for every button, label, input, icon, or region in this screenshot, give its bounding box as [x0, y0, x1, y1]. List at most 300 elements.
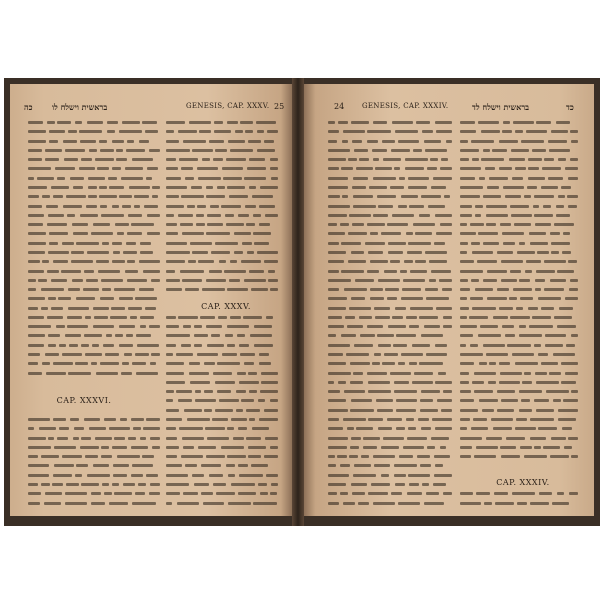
text-line	[460, 202, 578, 211]
word-mark	[226, 464, 235, 467]
word-mark	[116, 149, 123, 152]
word-mark	[251, 464, 268, 467]
word-mark	[166, 381, 185, 384]
word-mark	[549, 149, 570, 152]
word-mark	[553, 399, 561, 402]
word-mark	[392, 214, 415, 217]
word-mark	[388, 251, 403, 254]
text-line	[460, 155, 578, 164]
word-mark	[110, 316, 127, 319]
word-mark	[394, 474, 406, 477]
word-mark	[117, 455, 140, 458]
word-mark	[93, 325, 114, 328]
right-aramaic-column	[328, 118, 452, 508]
right-chapter-heading-xxxiv: CAP. XXXIV.	[496, 478, 550, 487]
word-mark	[242, 242, 252, 245]
word-mark	[354, 149, 368, 152]
word-mark	[396, 427, 404, 430]
word-mark	[401, 297, 422, 300]
text-line	[166, 396, 278, 405]
word-mark	[28, 270, 44, 273]
word-mark	[486, 437, 502, 440]
word-mark	[127, 279, 147, 282]
word-mark	[166, 279, 180, 282]
word-mark	[86, 205, 97, 208]
word-mark	[436, 232, 452, 235]
word-mark	[85, 455, 98, 458]
word-mark	[54, 446, 76, 449]
word-mark	[45, 353, 59, 356]
word-mark	[84, 418, 100, 421]
word-mark	[241, 399, 254, 402]
word-mark	[499, 381, 519, 384]
word-mark	[344, 390, 365, 393]
word-mark	[556, 214, 570, 217]
word-mark	[72, 279, 83, 282]
word-mark	[215, 409, 233, 412]
word-mark	[214, 130, 231, 133]
word-mark	[238, 492, 256, 495]
word-mark	[152, 195, 158, 198]
word-mark	[475, 205, 483, 208]
word-mark	[342, 195, 348, 198]
text-line	[166, 174, 278, 183]
word-mark	[102, 288, 110, 291]
text-line	[328, 304, 452, 313]
word-mark	[166, 344, 176, 347]
word-mark	[328, 344, 350, 347]
word-mark	[328, 437, 348, 440]
word-mark	[536, 381, 559, 384]
word-mark	[460, 260, 474, 263]
word-mark	[84, 270, 94, 273]
word-mark	[95, 437, 112, 440]
word-mark	[248, 140, 261, 143]
word-mark	[501, 455, 520, 458]
word-mark	[166, 316, 176, 319]
word-mark	[359, 158, 369, 161]
word-mark	[367, 130, 391, 133]
word-mark	[166, 186, 187, 189]
word-mark	[150, 483, 160, 486]
word-mark	[166, 260, 185, 263]
word-mark	[140, 242, 151, 245]
word-mark	[28, 288, 36, 291]
word-mark	[460, 251, 467, 254]
word-mark	[238, 214, 249, 217]
word-mark	[426, 492, 439, 495]
text-line	[460, 257, 578, 266]
word-mark	[28, 437, 46, 440]
word-mark	[460, 270, 483, 273]
word-mark	[368, 390, 391, 393]
word-mark	[460, 437, 482, 440]
word-mark	[544, 260, 566, 263]
word-mark	[421, 334, 443, 337]
text-line	[166, 471, 278, 480]
word-mark	[544, 158, 553, 161]
word-mark	[166, 232, 178, 235]
word-mark	[506, 437, 525, 440]
word-mark	[460, 177, 475, 180]
word-mark	[257, 130, 265, 133]
word-mark	[428, 205, 445, 208]
word-mark	[119, 130, 142, 133]
word-mark	[228, 502, 251, 505]
text-line	[28, 331, 160, 340]
word-mark	[91, 362, 97, 365]
text-line	[166, 387, 278, 396]
word-mark	[99, 195, 116, 198]
word-mark	[520, 297, 533, 300]
word-mark	[188, 260, 196, 263]
word-mark	[149, 149, 160, 152]
word-mark	[501, 279, 517, 282]
word-mark	[373, 121, 388, 124]
word-mark	[520, 446, 532, 449]
word-mark	[351, 121, 369, 124]
word-mark	[202, 158, 210, 161]
word-mark	[521, 140, 544, 143]
word-mark	[568, 205, 577, 208]
word-mark	[471, 140, 495, 143]
text-line	[328, 471, 452, 480]
word-mark	[150, 437, 160, 440]
word-mark	[483, 149, 490, 152]
text-line	[166, 434, 278, 443]
word-mark	[206, 455, 225, 458]
right-hebrew-column	[460, 118, 578, 508]
word-mark	[194, 483, 209, 486]
text-line	[166, 499, 278, 508]
word-mark	[73, 437, 79, 440]
word-mark	[530, 437, 547, 440]
word-mark	[96, 372, 119, 375]
word-mark	[472, 381, 484, 384]
word-mark	[512, 177, 523, 180]
word-mark	[551, 130, 568, 133]
word-mark	[349, 307, 371, 310]
word-mark	[328, 140, 337, 143]
word-mark	[515, 427, 535, 430]
text-line	[460, 211, 578, 220]
word-mark	[28, 372, 42, 375]
word-mark	[226, 223, 245, 226]
word-mark	[112, 167, 122, 170]
word-mark	[483, 242, 499, 245]
word-mark	[472, 251, 493, 254]
word-mark	[349, 214, 371, 217]
word-mark	[249, 186, 257, 189]
word-mark	[79, 130, 102, 133]
word-mark	[181, 344, 191, 347]
word-mark	[122, 362, 129, 365]
word-mark	[419, 362, 442, 365]
word-mark	[340, 492, 348, 495]
word-mark	[528, 158, 542, 161]
word-mark	[226, 158, 246, 161]
word-mark	[28, 418, 50, 421]
word-mark	[460, 130, 476, 133]
text-line	[28, 164, 160, 173]
text-line	[166, 155, 278, 164]
word-mark	[372, 149, 387, 152]
word-mark	[249, 158, 265, 161]
word-mark	[425, 288, 439, 291]
word-mark	[351, 251, 364, 254]
word-mark	[429, 260, 447, 263]
word-mark	[396, 409, 417, 412]
word-mark	[538, 353, 548, 356]
word-mark	[443, 492, 452, 495]
word-mark	[556, 121, 570, 124]
word-mark	[166, 362, 184, 365]
word-mark	[476, 446, 498, 449]
text-line	[460, 369, 578, 378]
word-mark	[486, 223, 496, 226]
word-mark	[488, 381, 496, 384]
word-mark	[53, 195, 63, 198]
word-mark	[429, 279, 437, 282]
word-mark	[166, 474, 188, 477]
word-mark	[227, 186, 245, 189]
word-mark	[487, 270, 507, 273]
text-line	[28, 322, 160, 331]
word-mark	[497, 409, 514, 412]
word-mark	[244, 362, 254, 365]
word-mark	[87, 474, 111, 477]
text-line	[328, 229, 452, 238]
word-mark	[151, 353, 160, 356]
book-gutter	[292, 78, 304, 526]
word-mark	[440, 223, 452, 226]
word-mark	[478, 334, 501, 337]
word-mark	[217, 186, 225, 189]
word-mark	[109, 427, 130, 430]
word-mark	[376, 399, 393, 402]
word-mark	[374, 353, 381, 356]
word-mark	[139, 260, 160, 263]
word-mark	[187, 418, 210, 421]
word-mark	[131, 446, 147, 449]
word-mark	[93, 223, 110, 226]
word-mark	[503, 186, 524, 189]
word-mark	[183, 140, 206, 143]
word-mark	[92, 344, 100, 347]
text-line	[28, 461, 160, 470]
word-mark	[81, 158, 92, 161]
word-mark	[124, 353, 132, 356]
text-line	[328, 378, 452, 387]
word-mark	[561, 186, 571, 189]
word-mark	[395, 307, 406, 310]
word-mark	[75, 474, 82, 477]
word-mark	[460, 242, 468, 245]
word-mark	[347, 427, 354, 430]
word-mark	[384, 270, 397, 273]
word-mark	[147, 167, 158, 170]
word-mark	[127, 232, 141, 235]
text-line	[328, 211, 452, 220]
word-mark	[328, 149, 350, 152]
word-mark	[502, 325, 514, 328]
word-mark	[328, 464, 336, 467]
word-mark	[177, 502, 199, 505]
word-mark	[147, 232, 160, 235]
word-mark	[221, 446, 244, 449]
word-mark	[248, 372, 257, 375]
word-mark	[515, 362, 539, 365]
text-line	[28, 480, 160, 489]
word-mark	[441, 409, 452, 412]
word-mark	[424, 325, 440, 328]
word-mark	[443, 316, 452, 319]
word-mark	[166, 390, 174, 393]
word-mark	[28, 492, 41, 495]
word-mark	[535, 223, 551, 226]
word-mark	[368, 418, 383, 421]
word-mark	[497, 288, 509, 291]
word-mark	[244, 279, 267, 282]
word-mark	[122, 121, 140, 124]
word-mark	[474, 390, 494, 393]
word-mark	[126, 149, 144, 152]
word-mark	[238, 427, 247, 430]
word-mark	[367, 140, 378, 143]
text-line	[28, 239, 160, 248]
word-mark	[176, 353, 193, 356]
word-mark	[28, 334, 45, 337]
word-mark	[264, 140, 274, 143]
word-mark	[207, 214, 221, 217]
text-line	[166, 146, 278, 155]
word-mark	[378, 205, 394, 208]
word-mark	[68, 288, 80, 291]
word-mark	[565, 167, 578, 170]
text-line	[28, 443, 160, 452]
word-mark	[434, 242, 445, 245]
word-mark	[420, 409, 438, 412]
word-mark	[328, 242, 339, 245]
word-mark	[219, 260, 226, 263]
word-mark	[328, 446, 347, 449]
word-mark	[234, 232, 251, 235]
left-page	[10, 84, 292, 516]
word-mark	[112, 140, 124, 143]
word-mark	[128, 307, 143, 310]
word-mark	[132, 362, 146, 365]
text-line	[28, 192, 160, 201]
word-mark	[499, 307, 513, 310]
word-mark	[264, 455, 278, 458]
word-mark	[527, 186, 537, 189]
text-line	[460, 164, 578, 173]
word-mark	[131, 223, 155, 226]
text-line	[166, 183, 278, 192]
word-mark	[328, 177, 348, 180]
word-mark	[28, 195, 39, 198]
word-mark	[206, 279, 226, 282]
word-mark	[367, 372, 387, 375]
text-line	[166, 239, 278, 248]
text-line	[328, 239, 452, 248]
word-mark	[102, 242, 109, 245]
text-line	[328, 220, 452, 229]
word-mark	[382, 140, 396, 143]
word-mark	[413, 223, 436, 226]
text-line	[166, 127, 278, 136]
text-line	[328, 174, 452, 183]
word-mark	[512, 492, 536, 495]
word-mark	[346, 353, 369, 356]
word-mark	[328, 316, 342, 319]
word-mark	[479, 177, 485, 180]
word-mark	[249, 390, 257, 393]
word-mark	[460, 288, 470, 291]
word-mark	[460, 316, 467, 319]
word-mark	[471, 427, 488, 430]
word-mark	[510, 316, 529, 319]
word-mark	[100, 149, 114, 152]
text-line	[166, 480, 278, 489]
word-mark	[261, 372, 278, 375]
text-line	[460, 192, 578, 201]
text-line	[28, 248, 160, 257]
word-mark	[460, 344, 466, 347]
word-mark	[436, 307, 452, 310]
word-mark	[198, 177, 221, 180]
word-mark	[538, 427, 557, 430]
word-mark	[166, 140, 179, 143]
word-mark	[131, 474, 144, 477]
word-mark	[203, 502, 223, 505]
word-mark	[128, 437, 136, 440]
word-mark	[41, 483, 50, 486]
word-mark	[550, 279, 567, 282]
word-mark	[352, 140, 363, 143]
word-mark	[265, 437, 278, 440]
word-mark	[328, 186, 348, 189]
word-mark	[446, 140, 452, 143]
word-mark	[248, 455, 260, 458]
word-mark	[387, 418, 402, 421]
text-line	[166, 424, 278, 433]
word-mark	[229, 279, 239, 282]
word-mark	[114, 492, 131, 495]
word-mark	[534, 344, 541, 347]
text-line	[460, 434, 578, 443]
word-mark	[570, 130, 578, 133]
word-mark	[152, 446, 160, 449]
word-mark	[363, 446, 377, 449]
word-mark	[239, 344, 250, 347]
word-mark	[202, 288, 225, 291]
text-line	[328, 313, 452, 322]
word-mark	[217, 390, 231, 393]
word-mark	[489, 362, 496, 365]
word-mark	[123, 251, 138, 254]
word-mark	[328, 334, 336, 337]
word-mark	[512, 353, 534, 356]
text-line	[28, 369, 160, 378]
word-mark	[368, 492, 388, 495]
word-mark	[245, 130, 253, 133]
word-mark	[70, 418, 79, 421]
word-mark	[49, 130, 65, 133]
word-mark	[140, 437, 147, 440]
word-mark	[460, 325, 477, 328]
word-mark	[258, 483, 268, 486]
